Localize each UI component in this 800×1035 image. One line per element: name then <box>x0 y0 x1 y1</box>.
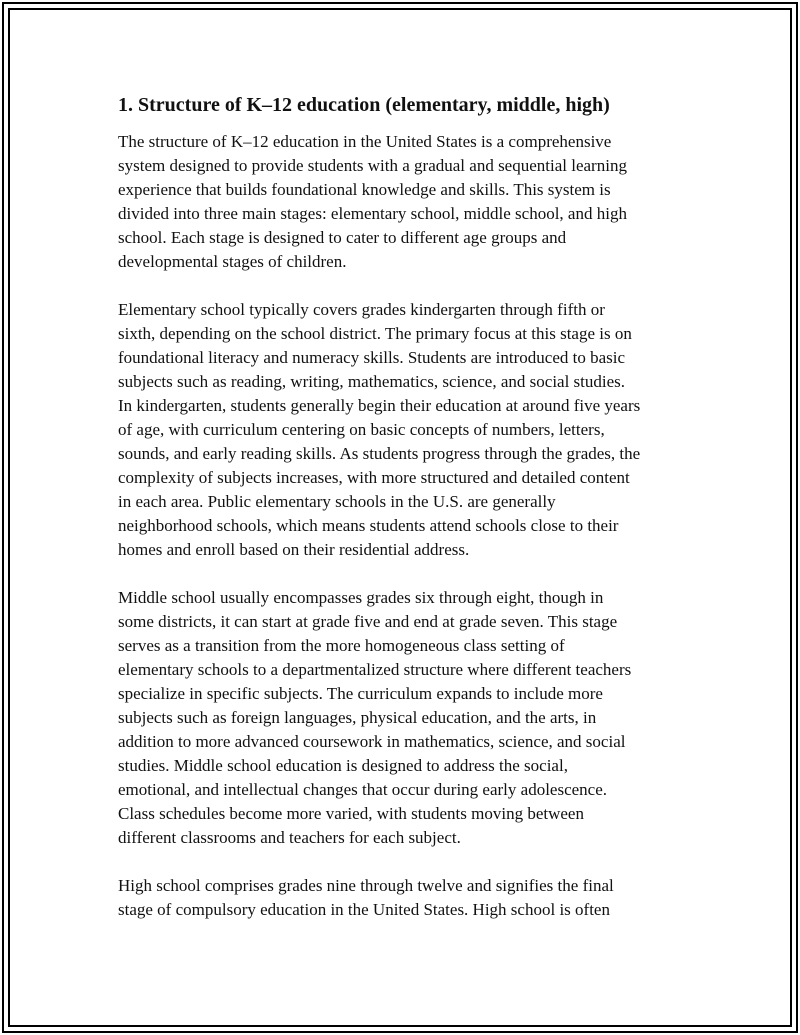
text-line: different classrooms and teachers for each subject. <box>118 828 461 847</box>
paragraph-elementary <box>118 298 688 562</box>
paragraph-middle-school <box>118 586 688 850</box>
text-line: Class schedules become more varied, with students moving between <box>118 804 584 823</box>
text-line: elementary schools to a departmentalized structure where different teachers <box>118 660 632 679</box>
text-line: of age, with curriculum centering on basic concepts of numbers, letters, <box>118 420 605 439</box>
text-line: Middle school usually encompasses grades six through eight, though in <box>118 588 604 607</box>
text-line: experience that builds foundational knowledge and skills. This system is <box>118 180 611 199</box>
text-line: studies. Middle school education is designed to address the social, <box>118 756 568 775</box>
text-line: system designed to provide students with a gradual and sequential learning <box>118 156 627 175</box>
text-line: The structure of K–12 education in the United States is a comprehensive <box>118 132 612 151</box>
document-body <box>118 92 688 946</box>
paragraph-overview <box>118 130 688 274</box>
text-line: neighborhood schools, which means students attend schools close to their <box>118 516 619 535</box>
text-line: developmental stages of children. <box>118 252 347 271</box>
text-line: addition to more advanced coursework in mathematics, science, and social <box>118 732 626 751</box>
text-line: school. Each stage is designed to cater to different age groups and <box>118 228 567 247</box>
text-line: Elementary school typically covers grades kindergarten through fifth or <box>118 300 605 319</box>
text-line: specialize in specific subjects. The curriculum expands to include more <box>118 684 603 703</box>
text-line: serves as a transition from the more homogeneous class setting of <box>118 636 565 655</box>
text-line: sixth, depending on the school district. The primary focus at this stage is on <box>118 324 632 343</box>
text-line: emotional, and intellectual changes that occur during early adolescence. <box>118 780 608 799</box>
paragraph-high-school <box>118 874 688 922</box>
text-line: High school comprises grades nine through twelve and signifies the final <box>118 876 614 895</box>
text-line: divided into three main stages: elementary school, middle school, and high <box>118 204 627 223</box>
text-line: in each area. Public elementary schools in the U.S. are generally <box>118 492 556 511</box>
text-line: some districts, it can start at grade five and end at grade seven. This stage <box>118 612 618 631</box>
text-line: subjects such as reading, writing, mathematics, science, and social studies. <box>118 372 626 391</box>
text-line: In kindergarten, students generally begin their education at around five years <box>118 396 641 415</box>
text-line: homes and enroll based on their residential address. <box>118 540 470 559</box>
text-line: complexity of subjects increases, with more structured and detailed content <box>118 468 630 487</box>
text-line: subjects such as foreign languages, physical education, and the arts, in <box>118 708 597 727</box>
text-line: foundational literacy and numeracy skills. Students are introduced to basic <box>118 348 626 367</box>
text-line: stage of compulsory education in the United States. High school is often <box>118 900 610 919</box>
text-line: sounds, and early reading skills. As students progress through the grades, the <box>118 444 641 463</box>
section-heading: 1. Structure of K–12 education (elementary, middle, high) <box>118 94 610 116</box>
